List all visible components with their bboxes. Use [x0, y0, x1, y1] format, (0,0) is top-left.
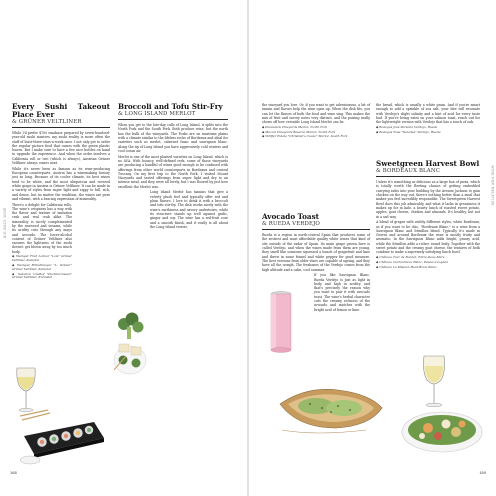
- wine-list-item: [12, 264, 72, 272]
- broccoli-section: [118, 103, 228, 230]
- bottle-icon: ◆: [12, 263, 16, 268]
- harvest-section: [376, 160, 480, 270]
- wine-name: Salomon Undhof "Hochterrassen" Grüner Veltliner, Kremstal: [12, 271, 72, 280]
- harvest-paragraph: Unless it's something as delicious as a large box of pizza, which is totally worth the fleeting chance of getting embedded carrying sides into your building by the Avenue Jackson to gain chicken on the way out, there's nothing better than a meal that makes you feel incredibly responsible. The Sweetgreen Harvest Bowl does this job admirably, and what it lacks in greasiness it makes up for in kale, a hearty lunch of roasted sweet potato, apples, goat cheese, chicken and almonds. It's healthy, but not in a sad way.: [376, 180, 480, 219]
- avocado-paragraph: If you like Sauvignon Blanc, Rueda Verdejo is just as light in body and high in acidity, and that's precisely the reason why you want to pair it with avocado toast. The wine's herbal character cuts the creamy richness of the avocado and matches with the bright acid of lemon or lime.: [314, 273, 370, 312]
- sushi-title: Every Sushi Takeout Place Ever: [12, 102, 110, 119]
- wine-name: Macari Vineyards Reserve Merlot, North Fork: [265, 129, 336, 134]
- harvest-title: Sweetgreen Harvest Bowl: [376, 159, 480, 168]
- harvest-rule: [376, 176, 480, 177]
- wine-name: Weingut Fred Loimer "Lois" Grüner Veltliner, Kamptal: [12, 254, 72, 263]
- sushi-paragraph: There's a delight for California rolls. The wine's crispness has a way with the flavor and texture of imitation crab and real crab alike. The minerality is nicely complemented by the seaweed and sesame, while its acidity cuts through any mayo and avocado. The lower-alcohol content of Grüner Veltliner also ensures the lightness of the sushi doesn't get blown away by too much body.: [12, 202, 72, 254]
- bottle-icon: ◆: [262, 129, 265, 134]
- wine-name: Paumanok Vineyards Merlot, North Fork: [265, 124, 328, 129]
- wine-name: Château La Mission Haut-Brion Blanc: [379, 264, 437, 269]
- right-page: [248, 0, 496, 496]
- wine-name: Bodegas Naia "Naiades" Verdejo, Rueda: [379, 129, 441, 134]
- merlot-continuation: [262, 103, 370, 140]
- wine-name: Weingut Bründlmayer "L. Grüner" Grüner Veltliner, Kamptal: [12, 263, 72, 271]
- bottle-icon: ◆: [376, 129, 379, 134]
- sushi-paragraph: While I'd prefer $700 omakase prepared by seven-hundred-year-old sushi masters, my sushi reality is more often the stuff of least-three-stars-a-week ones. I not only get to order the regular picture food that comes with the green plastic leaves. But I make sure to have a few nice bottles on hand to upgrade the experience. And when the order involves a California roll or two (which is always), Austrian Grüner Veltliner always comes next.: [12, 130, 110, 166]
- avocado-toast-illustration: [276, 368, 386, 438]
- left-running-head: BIG BACK WINE: [3, 207, 7, 238]
- bottle-icon: ◆: [262, 124, 265, 129]
- right-running-head: WINE FOR RELATIVE: [490, 165, 494, 206]
- harvest-bowl-illustration: [398, 352, 486, 456]
- sushi-paragraph: While it's never been as famous as its wine-producing European counterparts, Austria has a winemaking history just as long. Because of its cooler climate, its best wines tend to be white, and the most ubiquitous and revered white grape in Austria is Grüner Veltliner. It can be made in a variety of styles from super light and zippy to full, rich, and dense, but no matter the rendition, the wines are pure and vibrant, with a bracing expression of minerality.: [12, 166, 110, 201]
- wine-name: Bodegas José Pariente Verdejo, Rueda: [379, 124, 438, 129]
- stir-fry-illustration: [112, 300, 150, 378]
- wine-name: Château Carbonnieux Blanc, Pessac-Léognan: [379, 259, 449, 264]
- bottle-icon: ◆: [376, 124, 379, 129]
- bottle-icon: ◆: [376, 255, 379, 260]
- broccoli-paragraph: Merlot is one of the most planted varieties on Long Island, which is no AVA. With bouncy, well-defined reds, some of those vineyards are producing a handful of wines good enough to be confused with offerings from other world counterparts in Bordeaux and central Tuscany. On my first trip to the North Fork, I visited Mount Vineyards and tasted offerings from super light and dry to an intense meal, and they were all lovely, but I was floored by just how excellent the Merlot was.: [118, 154, 228, 189]
- bottle-icon: ◆: [12, 254, 15, 259]
- wine-list-item: [376, 131, 480, 135]
- sushi-section: [12, 103, 110, 281]
- wine-list-item: [12, 273, 72, 281]
- broccoli-title: Broccoli and Tofu Stir-Fry: [118, 102, 223, 111]
- bottle-icon: ◆: [262, 134, 265, 139]
- right-page-number: 169: [479, 470, 486, 475]
- broccoli-paragraph: When you get to the late-day calls of Long Island, it splits into the North Fork and the South Fork. Both produce wine, but the north has the bulk of the vineyards. The Forks are on maritime plains with a climate similar to the lifeless rocks of Bordeaux and ideal for varieties such as merlot, cabernet franc and sauvignon blanc. Along the tip of Long Island you have aggressively cold winters and cool ocean air.: [118, 123, 228, 153]
- wine-name: Wölffer Estate "Christian's Cuvée" Merlot, South Fork: [265, 134, 348, 139]
- broccoli-subtitle: & LONG ISLAND MERLOT: [118, 110, 196, 117]
- bottle-icon: ◆: [12, 271, 16, 276]
- wine-list-item: [376, 266, 480, 270]
- bottle-icon: ◆: [376, 264, 379, 269]
- broccoli-rule: [118, 119, 228, 120]
- broccoli-paragraph: Long Island Merlot has tannins that give a velvety plush feel and typically offer red and plum flavors. I love to drink it with a broccoli and tofu stir-fry. The dish works nicely with the wine's earthiness and savory undertones, while its structure stands up well against garlic, ginger and soy. The wine has a red-fruit core and a smooth finish, and it really is all about the Long Island terroir.: [150, 190, 228, 229]
- avocado-title: Avocado Toast: [262, 212, 319, 221]
- verdejo-continuation: [376, 103, 480, 135]
- bottle-icon: ◆: [376, 259, 379, 264]
- avocado-subtitle: & RUEDA VERDEJO: [262, 220, 320, 227]
- wine-list-item: [262, 135, 370, 139]
- wine-list-item: [12, 255, 72, 263]
- continuation-paragraph: the bread, which is usually a white grain. And if you're smart enough to add a sprinkle of sea salt, your bite will resonate with Verdejo's slight salinity and a hint of acid for every taste bud. If you're being extra on your salmon toast, reach out for the lightweight version with Verdejo that has a touch of oak.: [376, 103, 480, 125]
- harvest-paragraph: A blend of grapes with widely different styles, white Bordeaux, as if you want to be chic, "Bordeaux Blanc," is a wine from a Sauvignon Blanc and Sémillon blend. Typically it's made in Graves and around Bordeaux the wine is mostly fruity and aromatic. In the Sauvignon Blanc adds bright, grassy acid, while the Sémillon adds a richer, round body. Together with the sweet potato and the creamy goat cheese, the textures of both combine to make a supremely satisfying lunch bowl.: [376, 220, 480, 255]
- left-page-number: 168: [10, 470, 17, 475]
- avocado-paragraph: Rueda is a region in north-central Spain that produces some of the zestiest and most affordable quality white wines that kind of sits outside of the radar of Spain. Its main grape grown here is called Verdejo, and when the wines made from them are young, they smell like someone squeezed a bunch of grapefruit and lime and threw in some fennel and white pepper for good measure. The best versions from older vines are capable of ageing, and they have all the oomph. The freshness of the Verdejo comes from the high altitude and a calm, cool summer.: [262, 233, 370, 272]
- wine-can-illustration: [266, 290, 296, 356]
- avocado-rule: [262, 229, 370, 230]
- sushi-subtitle: & GRÜNER VELTLINER: [12, 118, 82, 125]
- sushi-rule: [12, 127, 110, 128]
- sushi-tray-illustration: [18, 408, 108, 466]
- wine-name: Château Tour de Bonnet, Entre-Deux-Mers: [379, 255, 445, 260]
- harvest-subtitle: & BORDEAUX BLANC: [376, 167, 440, 174]
- continuation-paragraph: the vineyard you love. Or, if you want to get adventurous, a bit of tannin and flavors help the wine open up. When the dish fits, you can let the flavors of both the food and wine sing. This makes the mix of fruit and savory notes very distinct, and the pairing really shows off how versatile Long Island Merlot can be.: [262, 103, 370, 125]
